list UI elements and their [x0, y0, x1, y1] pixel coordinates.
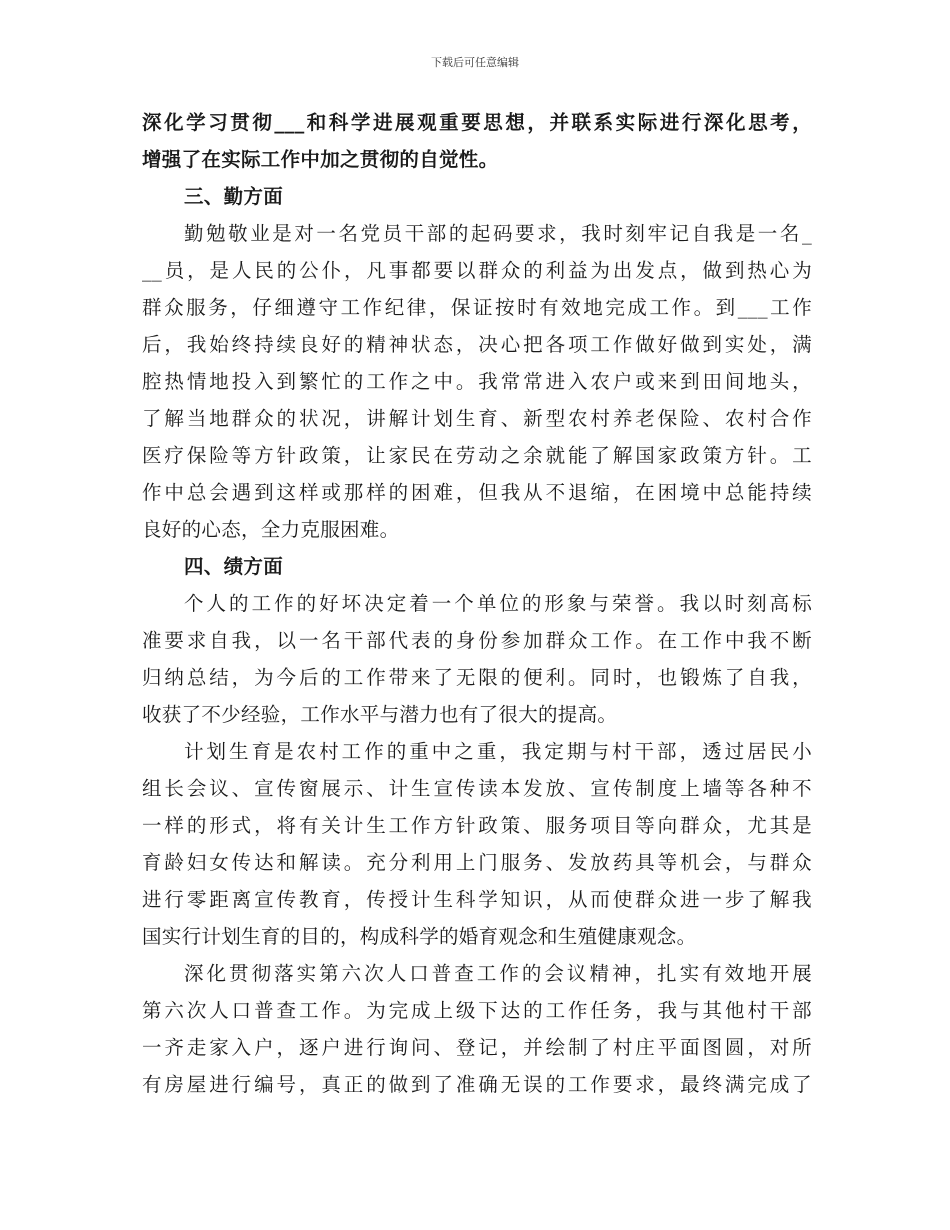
section-heading: 四、绩方面: [184, 555, 284, 578]
paragraph-line: __员，是人民的公仆，凡事都要以群众的利益为出发点，做到热心为: [142, 259, 812, 282]
paragraph-line: 了解当地群众的状况，讲解计划生育、新型农村养老保险、农村合作: [142, 407, 812, 430]
paragraph-line: 深化学习贯彻___和科学进展观重要思想，并联系实际进行深化思考，: [142, 111, 812, 134]
paragraph-line: 医疗保险等方针政策，让家民在劳动之余就能了解国家政策方针。工: [142, 444, 812, 467]
paragraph-line: 后，我始终持续良好的精神状态，决心把各项工作做好做到实处，满: [142, 333, 812, 356]
paragraph-line: 收获了不少经验，工作水平与潜力也有了很大的提高。: [142, 703, 618, 726]
paragraph-line: 第六次人口普查工作。为完成上级下达的工作任务，我与其他村干部: [142, 999, 812, 1022]
paragraph-line: 作中总会遇到这样或那样的困难，但我从不退缩，在困境中总能持续: [142, 481, 812, 504]
paragraph-line: 个人的工作的好坏决定着一个单位的形象与荣誉。我以时刻高标: [184, 592, 812, 615]
paragraph-line: 一样的形式，将有关计生工作方针政策、服务项目等向群众，尤其是: [142, 814, 812, 837]
paragraph-line: 归纳总结，为今后的工作带来了无限的便利。同时，也锻炼了自我，: [142, 666, 812, 689]
page-header: 下载后可任意编辑: [431, 56, 519, 69]
paragraph-line: 腔热情地投入到繁忙的工作之中。我常常进入农户或来到田间地头，: [142, 370, 812, 393]
paragraph-line: 育龄妇女传达和解读。充分利用上门服务、发放药具等机会，与群众: [142, 851, 812, 874]
paragraph-line: 国实行计划生育的目的，构成科学的婚育观念和生殖健康观念。: [142, 925, 697, 948]
paragraph-line: 一齐走家入户，逐户进行询问、登记，并绘制了村庄平面图圆，对所: [142, 1036, 812, 1059]
section-heading: 三、勤方面: [184, 185, 284, 208]
paragraph-line: 深化贯彻落实第六次人口普查工作的会议精神，扎实有效地开展: [184, 962, 812, 985]
paragraph-line: 增强了在实际工作中加之贯彻的自觉性。: [142, 148, 499, 171]
paragraph-line: 勤勉敬业是对一名党员干部的起码要求，我时刻牢记自我是一名_: [184, 222, 812, 245]
paragraph-line: 群众服务，仔细遵守工作纪律，保证按时有效地完成工作。到___工作: [142, 296, 812, 319]
document-body: [142, 104, 812, 1103]
paragraph-line: 良好的心态，全力克服困难。: [142, 518, 400, 541]
paragraph-line: 进行零距离宣传教育，传授计生科学知识，从而使群众进一步了解我: [142, 888, 812, 911]
paragraph-line: 计划生育是农村工作的重中之重，我定期与村干部，透过居民小: [184, 740, 812, 763]
paragraph-line: 准要求自我，以一名干部代表的身份参加群众工作。在工作中我不断: [142, 629, 812, 652]
paragraph-line: 有房屋进行编号，真正的做到了准确无误的工作要求，最终满完成了: [142, 1073, 812, 1096]
paragraph-line: 组长会议、宣传窗展示、计生宣传读本发放、宣传制度上墙等各种不: [142, 777, 812, 800]
